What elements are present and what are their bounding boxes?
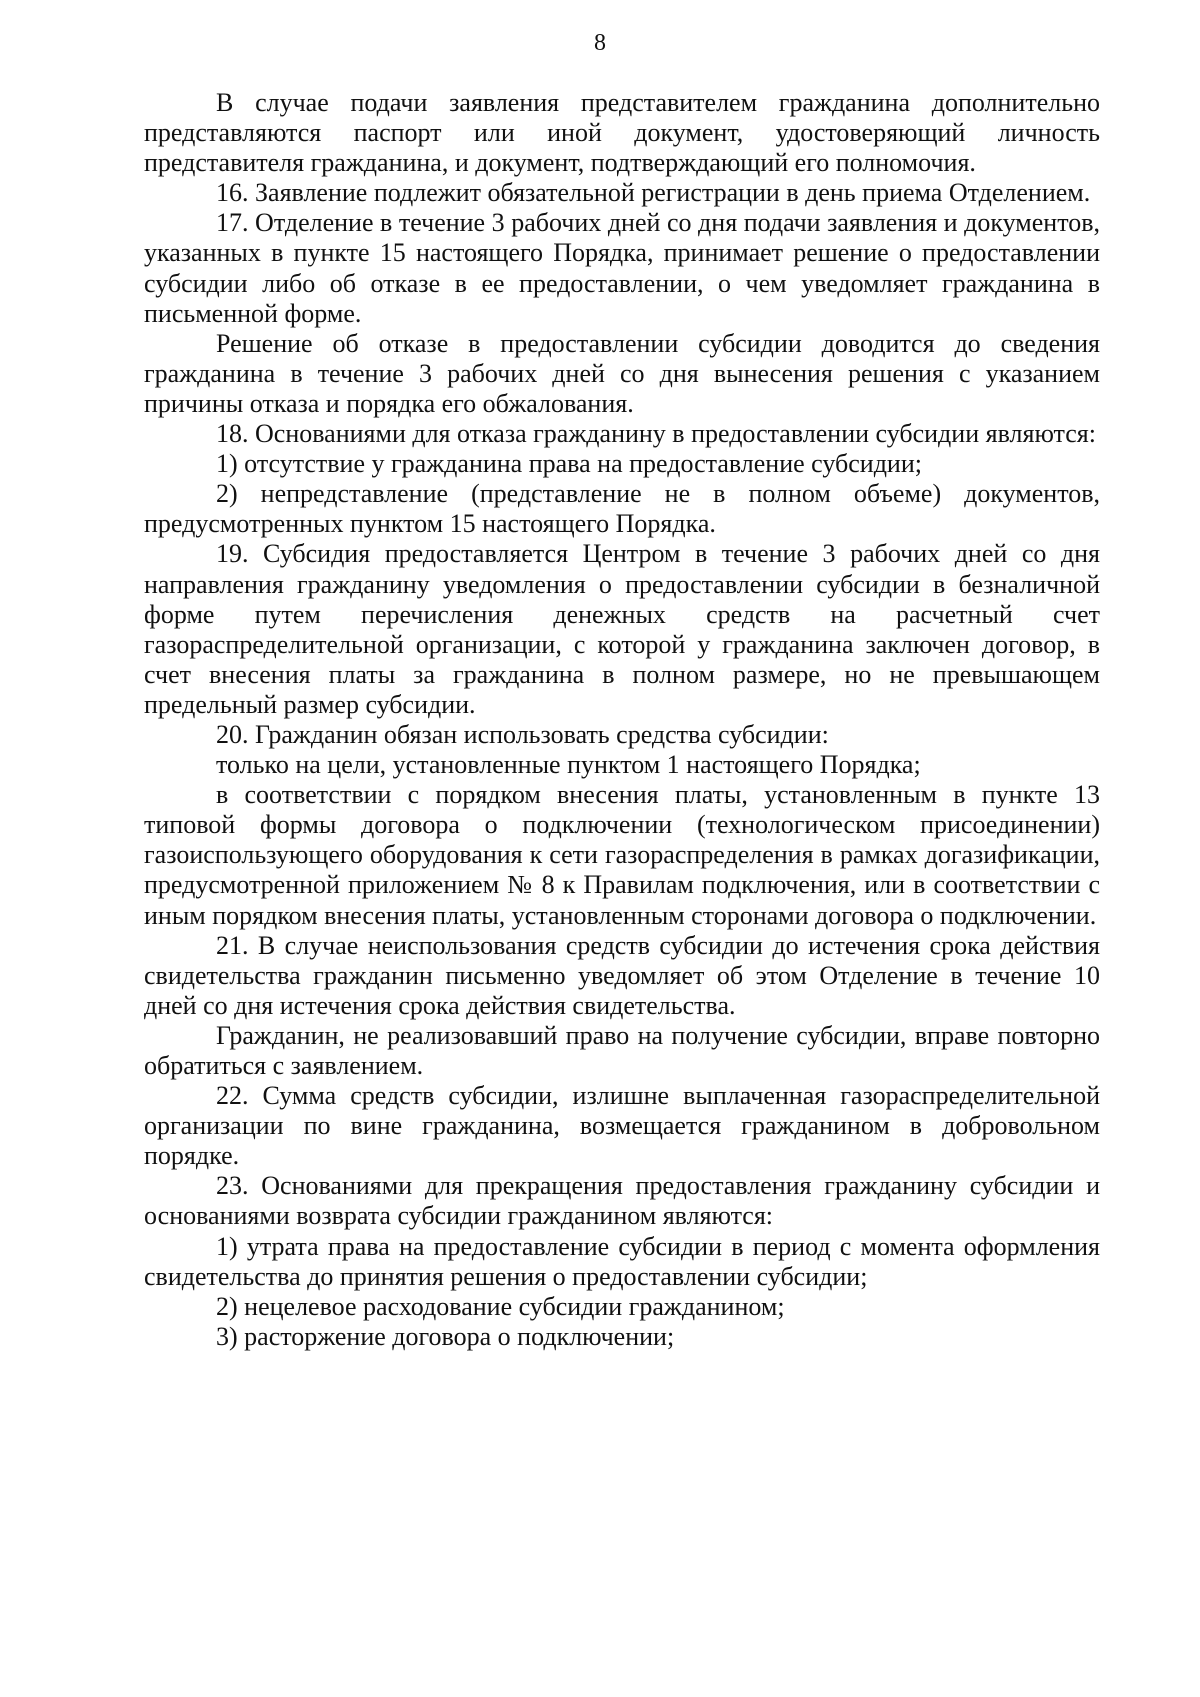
paragraph-22: 22. Сумма средств субсидии, излишне выплаченная газораспределительной организации по вине гражданина, возмещается гражданином в добровольном порядке. xyxy=(144,1081,1100,1171)
paragraph-20-purpose: только на цели, установленные пунктом 1 настоящего Порядка; xyxy=(216,750,921,780)
paragraph-refusal-notice: Решение об отказе в предоставлении субсидии доводится до сведения гражданина в течение 3 рабочих дней со дня вынесения решения с указанием причины отказа и порядка его обжалования. xyxy=(144,328,1100,418)
paragraph-23-item-1: 1) утрата права на предоставление субсидии в период с момента оформления свидетельства до принятия решения о предоставлении субсидии; xyxy=(144,1231,1100,1291)
paragraph-18-item-1: 1) отсутствие у гражданина права на предоставление субсидии; xyxy=(216,449,922,479)
paragraph-17: 17. Отделение в течение 3 рабочих дней со дня подачи заявления и документов, указанных в пункте 15 настоящего Порядка, принимает решение о предоставлении субсидии либо об отказе в ее предоставлении, о чем уведомляет гражданина в письменной форме. xyxy=(144,208,1100,328)
paragraph-18-item-2: 2) непредставление (представление не в полном объеме) документов, предусмотренных пунктом 15 настоящего Порядка. xyxy=(144,479,1100,539)
paragraph-16: 16. Заявление подлежит обязательной регистрации в день приема Отделением. xyxy=(216,178,1091,208)
paragraph-reapply: Гражданин, не реализовавший право на получение субсидии, вправе повторно обратиться с заявлением. xyxy=(144,1020,1100,1080)
document-body xyxy=(144,88,1100,1352)
paragraph-23: 23. Основаниями для прекращения предоставления гражданину субсидии и основаниями возврата субсидии гражданином являются: xyxy=(144,1171,1100,1231)
page-number: 8 xyxy=(594,30,606,56)
paragraph-18: 18. Основаниями для отказа гражданину в предоставлении субсидии являются: xyxy=(216,419,1096,449)
paragraph-19: 19. Субсидия предоставляется Центром в течение 3 рабочих дней со дня направления гражданину уведомления о предоставлении субсидии в безналичной форме путем перечисления денежных средств на расчетный счет газораспределительной организации, с которой у гражданина заключен договор, в счет внесения платы за гражданина в полном размере, но не превышающем предельный размер субсидии. xyxy=(144,539,1100,719)
paragraph-23-item-3: 3) расторжение договора о подключении; xyxy=(216,1321,675,1351)
paragraph-23-item-2: 2) нецелевое расходование субсидии гражданином; xyxy=(216,1291,785,1321)
paragraph-20: 20. Гражданин обязан использовать средства субсидии: xyxy=(216,719,829,749)
paragraph-21: 21. В случае неиспользования средств субсидии до истечения срока действия свидетельства гражданин письменно уведомляет об этом Отделение в течение 10 дней со дня истечения срока действия свидетельства. xyxy=(144,930,1100,1020)
paragraph-representative: В случае подачи заявления представителем гражданина дополнительно представляются паспорт или иной документ, удостоверяющий личность представителя гражданина, и документ, подтверждающий его полномочия. xyxy=(144,88,1100,178)
paragraph-20-payment-order: в соответствии с порядком внесения платы, установленным в пункте 13 типовой формы договора о подключении (технологическом присоединении) газоиспользующего оборудования к сети газораспределения в рамках догазификации, предусмотренной приложением № 8 к Правилам подключения, или в соответствии с иным порядком внесения платы, установленным сторонами договора о подключении. xyxy=(144,780,1100,930)
